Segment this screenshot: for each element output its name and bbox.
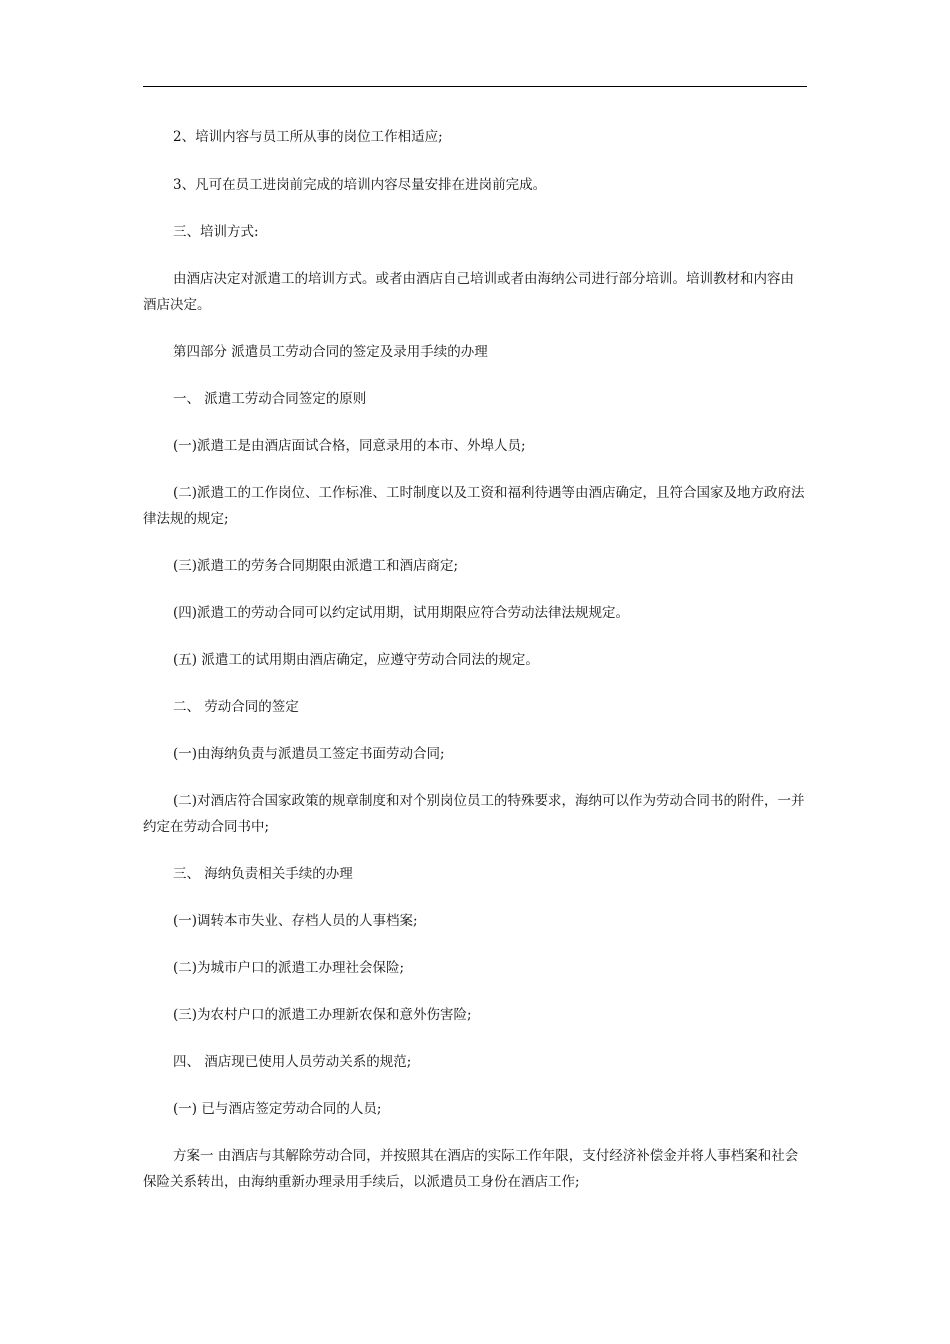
heading-contract-signing: 二、 劳动合同的签定	[173, 699, 299, 715]
list-item-principle-3: (三)派遣工的劳务合同期限由派遣工和酒店商定;	[173, 558, 459, 574]
list-item-principle-4: (四)派遣工的劳动合同可以约定试用期，试用期限应符合劳动法律法规规定。	[173, 605, 630, 621]
paragraph-training-method: 由酒店决定对派遣工的培训方式。或者由酒店自己培训或者由海纳公司进行部分培训。培训教材和内容由酒店决定。	[143, 271, 794, 313]
header-rule	[143, 86, 807, 87]
list-item-procedure-2: (二)为城市户口的派遣工办理社会保险;	[173, 960, 405, 976]
list-item-signing-1: (一)由海纳负责与派遣员工签定书面劳动合同;	[173, 746, 445, 762]
list-item-procedure-3: (三)为农村户口的派遣工办理新农保和意外伤害险;	[173, 1007, 472, 1023]
heading-contract-principles: 一、 派遣工劳动合同签定的原则	[173, 391, 367, 407]
list-item-signing-2: (二)对酒店符合国家政策的规章制度和对个别岗位员工的特殊要求，海纳可以作为劳动合同书的附件，一并约定在劳动合同书中;	[143, 793, 805, 835]
heading-existing-staff: 四、 酒店现已使用人员劳动关系的规范;	[173, 1054, 412, 1070]
heading-training-method: 三、培训方式:	[173, 224, 259, 240]
list-item-principle-5: (五) 派遣工的试用期由酒店确定，应遵守劳动合同法的规定。	[173, 652, 539, 668]
list-item-procedure-1: (一)调转本市失业、存档人员的人事档案;	[173, 913, 418, 929]
paragraph-training-content-fit: 2、培训内容与员工所从事的岗位工作相适应;	[173, 129, 443, 145]
paragraph-plan-one: 方案一 由酒店与其解除劳动合同，并按照其在酒店的实际工作年限，支付经济补偿金并将人事档案和社会保险关系转出，由海纳重新办理录用手续后，以派遣员工身份在酒店工作;	[143, 1148, 799, 1190]
list-item-principle-2: (二)派遣工的工作岗位、工作标准、工时制度以及工资和福利待遇等由酒店确定，且符合国家及地方政府法律法规的规定;	[143, 485, 805, 527]
paragraph-training-before-post: 3、凡可在员工进岗前完成的培训内容尽量安排在进岗前完成。	[173, 177, 547, 193]
heading-part-four: 第四部分 派遣员工劳动合同的签定及录用手续的办理	[173, 344, 488, 360]
heading-procedures: 三、 海纳负责相关手续的办理	[173, 866, 353, 882]
list-item-principle-1: (一)派遣工是由酒店面试合格，同意录用的本市、外埠人员;	[173, 438, 526, 454]
list-item-existing-staff-1: (一) 已与酒店签定劳动合同的人员;	[173, 1101, 382, 1117]
